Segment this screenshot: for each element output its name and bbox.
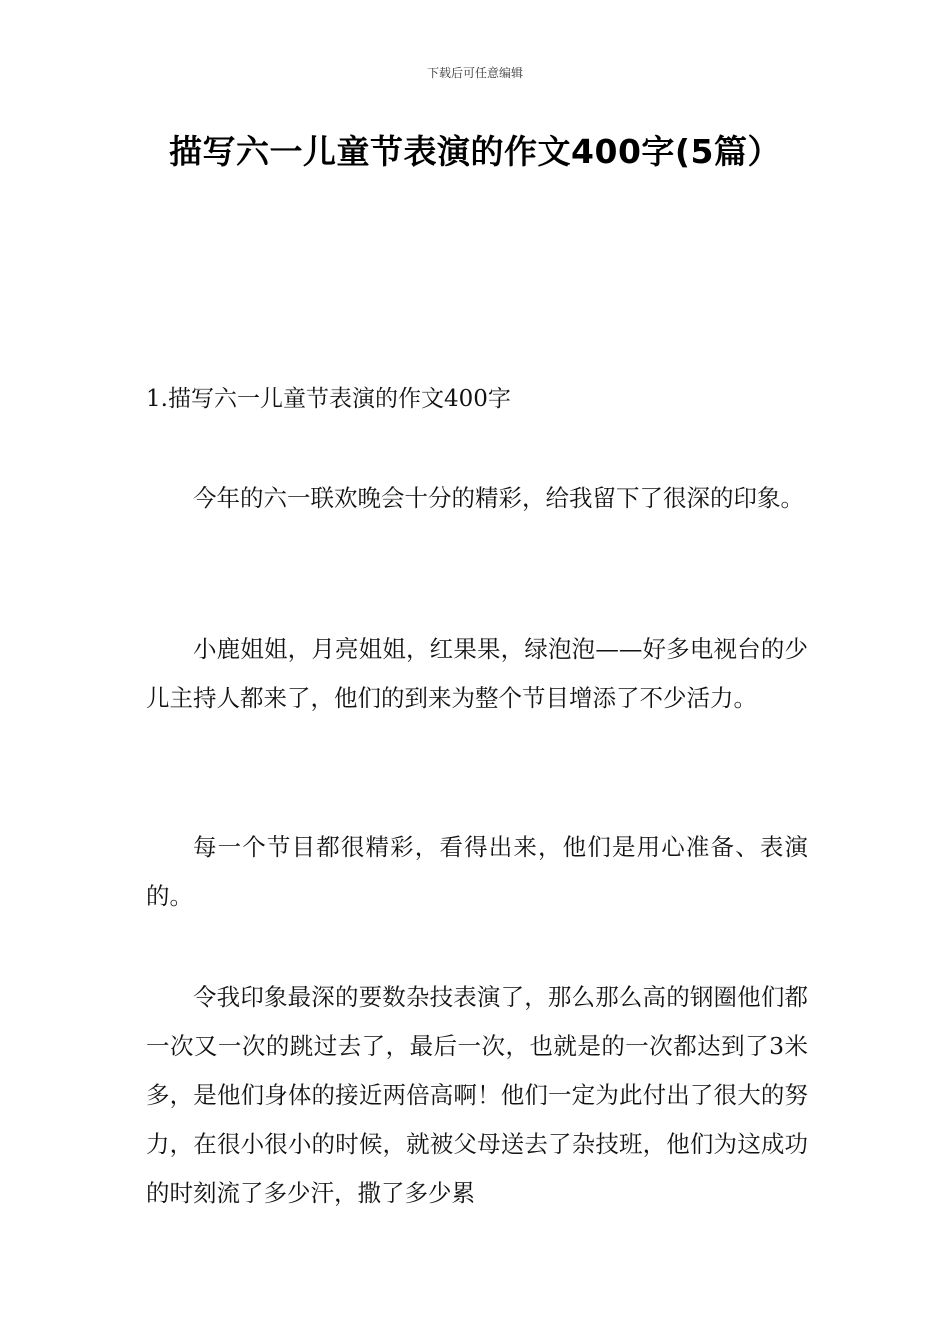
paragraph-3: 每一个节目都很精彩，看得出来，他们是用心准备、表演的。 <box>146 833 808 910</box>
paragraph-1: 今年的六一联欢晚会十分的精彩，给我留下了很深的印象。 <box>193 484 804 512</box>
paragraph-2: 小鹿姐姐，月亮姐姐，红果果，绿泡泡——好多电视台的少儿主持人都来了，他们的到来为整个节目增添了不少活力。 <box>146 635 808 712</box>
document-title: 描写六一儿童节表演的作文400字(5篇） <box>169 132 781 171</box>
paragraph-4: 令我印象最深的要数杂技表演了，那么那么高的钢圈他们都一次又一次的跳过去了，最后一次，也就是的一次都达到了3米多，是他们身体的接近两倍高啊！他们一定为此付出了很大的努力，在很小很小的时候，就被父母送去了杂技班，他们为这成功的时刻流了多少汗，撒了多少累 <box>146 983 808 1207</box>
section-heading: 1.描写六一儿童节表演的作文400字 <box>146 386 511 412</box>
page-header-note: 下载后可任意编辑 <box>426 66 523 80</box>
